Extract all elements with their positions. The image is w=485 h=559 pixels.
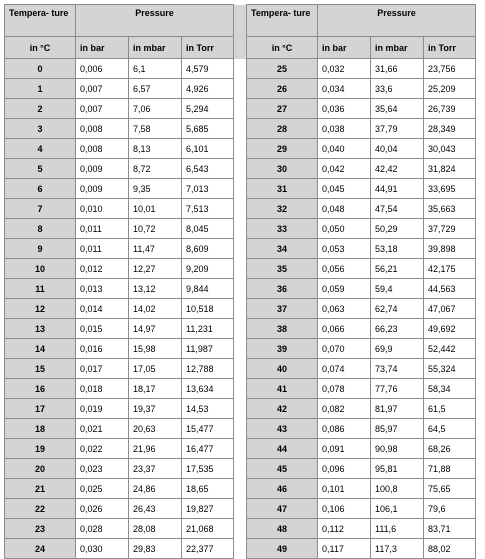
bar-cell-left: 0,007: [76, 99, 129, 119]
temperature-cell-left: 23: [5, 519, 76, 539]
bar-cell-left: 0,009: [76, 159, 129, 179]
bar-cell-left: 0,014: [76, 299, 129, 319]
bar-cell-right: 0,050: [318, 219, 371, 239]
torr-cell-right: 68,26: [424, 439, 476, 459]
temperature-cell-right: 34: [247, 239, 318, 259]
torr-cell-right: 42,175: [424, 259, 476, 279]
table-row: [5, 459, 476, 479]
temperature-header-left: Tempera- ture: [5, 5, 76, 37]
mbar-cell-left: 8,13: [129, 139, 182, 159]
mbar-cell-right: 77,76: [371, 379, 424, 399]
column-gap: [234, 159, 247, 179]
column-gap: [234, 399, 247, 419]
temperature-cell-right: 25: [247, 59, 318, 79]
temperature-cell-left: 16: [5, 379, 76, 399]
column-gap: [234, 519, 247, 539]
torr-cell-left: 7,513: [182, 199, 234, 219]
temperature-cell-left: 13: [5, 319, 76, 339]
mbar-cell-right: 53,18: [371, 239, 424, 259]
torr-cell-left: 15,477: [182, 419, 234, 439]
torr-cell-right: 28,349: [424, 119, 476, 139]
temperature-cell-right: 42: [247, 399, 318, 419]
torr-cell-left: 8,609: [182, 239, 234, 259]
mbar-cell-left: 9,35: [129, 179, 182, 199]
mbar-cell-right: 100,8: [371, 479, 424, 499]
unit-mbar-left: in mbar: [129, 37, 182, 59]
mbar-cell-left: 19,37: [129, 399, 182, 419]
mbar-cell-left: 6,1: [129, 59, 182, 79]
mbar-cell-left: 26,43: [129, 499, 182, 519]
torr-cell-right: 88,02: [424, 539, 476, 559]
temperature-cell-left: 8: [5, 219, 76, 239]
bar-cell-right: 0,101: [318, 479, 371, 499]
torr-cell-right: 30,043: [424, 139, 476, 159]
mbar-cell-right: 31,66: [371, 59, 424, 79]
column-gap: [234, 79, 247, 99]
table-row: [5, 379, 476, 399]
table-row: [5, 259, 476, 279]
torr-cell-left: 11,987: [182, 339, 234, 359]
bar-cell-left: 0,028: [76, 519, 129, 539]
temperature-cell-right: 43: [247, 419, 318, 439]
mbar-cell-right: 85,97: [371, 419, 424, 439]
bar-cell-left: 0,007: [76, 79, 129, 99]
mbar-cell-left: 21,96: [129, 439, 182, 459]
bar-cell-right: 0,053: [318, 239, 371, 259]
mbar-cell-left: 6,57: [129, 79, 182, 99]
temperature-cell-left: 11: [5, 279, 76, 299]
torr-cell-left: 22,377: [182, 539, 234, 559]
torr-cell-right: 37,729: [424, 219, 476, 239]
torr-cell-left: 10,518: [182, 299, 234, 319]
temperature-cell-left: 6: [5, 179, 76, 199]
temperature-cell-right: 35: [247, 259, 318, 279]
torr-cell-left: 7,013: [182, 179, 234, 199]
mbar-cell-left: 8,72: [129, 159, 182, 179]
table-row: [5, 139, 476, 159]
torr-cell-right: 23,756: [424, 59, 476, 79]
table-row: [5, 159, 476, 179]
torr-cell-left: 6,101: [182, 139, 234, 159]
temperature-cell-left: 7: [5, 199, 76, 219]
mbar-cell-left: 20,63: [129, 419, 182, 439]
column-gap: [234, 439, 247, 459]
torr-cell-right: 26,739: [424, 99, 476, 119]
bar-cell-left: 0,011: [76, 219, 129, 239]
temperature-cell-left: 4: [5, 139, 76, 159]
torr-cell-left: 9,209: [182, 259, 234, 279]
table-row: [5, 499, 476, 519]
bar-cell-left: 0,019: [76, 399, 129, 419]
temperature-cell-right: 45: [247, 459, 318, 479]
table-row: [5, 439, 476, 459]
bar-cell-left: 0,017: [76, 359, 129, 379]
torr-cell-right: 58,34: [424, 379, 476, 399]
mbar-cell-right: 66,23: [371, 319, 424, 339]
table-row: [5, 99, 476, 119]
torr-cell-right: 35,663: [424, 199, 476, 219]
torr-cell-left: 5,294: [182, 99, 234, 119]
temperature-cell-right: 37: [247, 299, 318, 319]
torr-cell-right: 33,695: [424, 179, 476, 199]
torr-cell-left: 13,634: [182, 379, 234, 399]
column-gap: [234, 219, 247, 239]
unit-bar-right: in bar: [318, 37, 371, 59]
mbar-cell-left: 10,72: [129, 219, 182, 239]
mbar-cell-right: 47,54: [371, 199, 424, 219]
bar-cell-right: 0,056: [318, 259, 371, 279]
bar-cell-left: 0,016: [76, 339, 129, 359]
bar-cell-right: 0,066: [318, 319, 371, 339]
torr-cell-right: 49,692: [424, 319, 476, 339]
table-row: [5, 339, 476, 359]
torr-cell-left: 14,53: [182, 399, 234, 419]
bar-cell-left: 0,008: [76, 119, 129, 139]
temperature-cell-right: 31: [247, 179, 318, 199]
temperature-cell-left: 2: [5, 99, 76, 119]
torr-cell-left: 18,65: [182, 479, 234, 499]
temperature-cell-left: 21: [5, 479, 76, 499]
mbar-cell-left: 23,37: [129, 459, 182, 479]
temperature-cell-right: 46: [247, 479, 318, 499]
unit-celsius-left: in °C: [5, 37, 76, 59]
mbar-cell-left: 24,86: [129, 479, 182, 499]
column-gap: [234, 99, 247, 119]
mbar-cell-right: 56,21: [371, 259, 424, 279]
bar-cell-right: 0,070: [318, 339, 371, 359]
table-row: [5, 219, 476, 239]
mbar-cell-right: 117,3: [371, 539, 424, 559]
bar-cell-right: 0,117: [318, 539, 371, 559]
temperature-cell-right: 48: [247, 519, 318, 539]
mbar-cell-left: 10,01: [129, 199, 182, 219]
temperature-cell-right: 32: [247, 199, 318, 219]
unit-mbar-right: in mbar: [371, 37, 424, 59]
unit-torr-right: in Torr: [424, 37, 476, 59]
bar-cell-left: 0,006: [76, 59, 129, 79]
temperature-cell-right: 40: [247, 359, 318, 379]
bar-cell-right: 0,040: [318, 139, 371, 159]
temperature-cell-left: 1: [5, 79, 76, 99]
column-gap: [234, 179, 247, 199]
torr-cell-right: 75,65: [424, 479, 476, 499]
mbar-cell-right: 95,81: [371, 459, 424, 479]
torr-cell-left: 5,685: [182, 119, 234, 139]
torr-cell-right: 55,324: [424, 359, 476, 379]
temperature-cell-left: 10: [5, 259, 76, 279]
temperature-cell-left: 19: [5, 439, 76, 459]
torr-cell-right: 47,067: [424, 299, 476, 319]
column-gap: [234, 419, 247, 439]
torr-cell-right: 25,209: [424, 79, 476, 99]
mbar-cell-right: 42,42: [371, 159, 424, 179]
torr-cell-right: 79,6: [424, 499, 476, 519]
torr-cell-left: 21,068: [182, 519, 234, 539]
temperature-cell-left: 18: [5, 419, 76, 439]
column-gap: [234, 119, 247, 139]
torr-cell-left: 11,231: [182, 319, 234, 339]
bar-cell-right: 0,106: [318, 499, 371, 519]
mbar-cell-right: 40,04: [371, 139, 424, 159]
bar-cell-left: 0,015: [76, 319, 129, 339]
mbar-cell-left: 15,98: [129, 339, 182, 359]
mbar-cell-right: 62,74: [371, 299, 424, 319]
torr-cell-left: 6,543: [182, 159, 234, 179]
unit-torr-left: in Torr: [182, 37, 234, 59]
table-row: [5, 79, 476, 99]
torr-cell-left: 19,827: [182, 499, 234, 519]
bar-cell-right: 0,091: [318, 439, 371, 459]
bar-cell-left: 0,010: [76, 199, 129, 219]
temperature-cell-left: 3: [5, 119, 76, 139]
temperature-cell-right: 28: [247, 119, 318, 139]
temperature-cell-right: 29: [247, 139, 318, 159]
bar-cell-right: 0,086: [318, 419, 371, 439]
mbar-cell-left: 12,27: [129, 259, 182, 279]
column-gap: [234, 37, 247, 59]
column-gap: [234, 319, 247, 339]
table-row: [5, 179, 476, 199]
mbar-cell-left: 14,02: [129, 299, 182, 319]
mbar-cell-left: 17,05: [129, 359, 182, 379]
mbar-cell-right: 44,91: [371, 179, 424, 199]
torr-cell-right: 83,71: [424, 519, 476, 539]
table-row: [5, 199, 476, 219]
pressure-header-left: Pressure: [76, 5, 234, 37]
bar-cell-right: 0,059: [318, 279, 371, 299]
bar-cell-right: 0,048: [318, 199, 371, 219]
temperature-cell-right: 30: [247, 159, 318, 179]
temperature-cell-left: 9: [5, 239, 76, 259]
torr-cell-left: 17,535: [182, 459, 234, 479]
vapor-pressure-table: [4, 4, 476, 559]
column-gap: [234, 479, 247, 499]
column-gap: [234, 499, 247, 519]
torr-cell-right: 44,563: [424, 279, 476, 299]
column-gap: [234, 379, 247, 399]
column-gap: [234, 359, 247, 379]
torr-cell-left: 9,844: [182, 279, 234, 299]
temperature-cell-right: 47: [247, 499, 318, 519]
bar-cell-left: 0,022: [76, 439, 129, 459]
bar-cell-left: 0,011: [76, 239, 129, 259]
temperature-cell-left: 15: [5, 359, 76, 379]
mbar-cell-right: 90,98: [371, 439, 424, 459]
mbar-cell-left: 18,17: [129, 379, 182, 399]
bar-cell-left: 0,012: [76, 259, 129, 279]
mbar-cell-right: 73,74: [371, 359, 424, 379]
mbar-cell-left: 29,83: [129, 539, 182, 559]
column-gap: [234, 459, 247, 479]
column-gap: [234, 199, 247, 219]
temperature-cell-right: 41: [247, 379, 318, 399]
table-row: [5, 479, 476, 499]
table-row: [5, 299, 476, 319]
temperature-cell-right: 38: [247, 319, 318, 339]
bar-cell-right: 0,034: [318, 79, 371, 99]
table-row: [5, 359, 476, 379]
table-row: [5, 519, 476, 539]
bar-cell-left: 0,026: [76, 499, 129, 519]
mbar-cell-left: 11,47: [129, 239, 182, 259]
column-gap: [234, 339, 247, 359]
bar-cell-right: 0,063: [318, 299, 371, 319]
bar-cell-right: 0,074: [318, 359, 371, 379]
bar-cell-right: 0,036: [318, 99, 371, 119]
bar-cell-right: 0,096: [318, 459, 371, 479]
mbar-cell-left: 14,97: [129, 319, 182, 339]
column-gap: [234, 539, 247, 559]
temperature-cell-right: 36: [247, 279, 318, 299]
mbar-cell-right: 35,64: [371, 99, 424, 119]
temperature-cell-right: 33: [247, 219, 318, 239]
column-gap: [234, 259, 247, 279]
torr-cell-right: 61,5: [424, 399, 476, 419]
temperature-cell-right: 39: [247, 339, 318, 359]
temperature-cell-right: 44: [247, 439, 318, 459]
mbar-cell-right: 111,6: [371, 519, 424, 539]
column-gap: [234, 239, 247, 259]
temperature-cell-left: 17: [5, 399, 76, 419]
mbar-cell-right: 33,6: [371, 79, 424, 99]
bar-cell-right: 0,078: [318, 379, 371, 399]
column-gap: [234, 279, 247, 299]
temperature-cell-left: 24: [5, 539, 76, 559]
bar-cell-right: 0,042: [318, 159, 371, 179]
unit-bar-left: in bar: [76, 37, 129, 59]
bar-cell-left: 0,023: [76, 459, 129, 479]
table-row: [5, 539, 476, 559]
bar-cell-right: 0,082: [318, 399, 371, 419]
mbar-cell-right: 81,97: [371, 399, 424, 419]
torr-cell-right: 52,442: [424, 339, 476, 359]
torr-cell-right: 39,898: [424, 239, 476, 259]
bar-cell-right: 0,112: [318, 519, 371, 539]
mbar-cell-right: 50,29: [371, 219, 424, 239]
table-row: [5, 319, 476, 339]
torr-cell-left: 12,788: [182, 359, 234, 379]
bar-cell-left: 0,025: [76, 479, 129, 499]
torr-cell-right: 71,88: [424, 459, 476, 479]
column-gap: [234, 299, 247, 319]
bar-cell-right: 0,038: [318, 119, 371, 139]
bar-cell-left: 0,021: [76, 419, 129, 439]
table-row: [5, 119, 476, 139]
table-body: [5, 59, 476, 559]
unit-celsius-right: in °C: [247, 37, 318, 59]
temperature-cell-right: 27: [247, 99, 318, 119]
table-row: [5, 239, 476, 259]
bar-cell-right: 0,032: [318, 59, 371, 79]
temperature-header-right: Tempera- ture: [247, 5, 318, 37]
bar-cell-left: 0,009: [76, 179, 129, 199]
pressure-header-right: Pressure: [318, 5, 476, 37]
torr-cell-left: 8,045: [182, 219, 234, 239]
unit-row: [5, 37, 476, 59]
bar-cell-left: 0,018: [76, 379, 129, 399]
temperature-cell-left: 22: [5, 499, 76, 519]
temperature-cell-left: 20: [5, 459, 76, 479]
vapor-pressure-table-container: [4, 4, 476, 559]
header-row: [5, 5, 476, 37]
torr-cell-right: 31,824: [424, 159, 476, 179]
bar-cell-left: 0,030: [76, 539, 129, 559]
table-row: [5, 419, 476, 439]
mbar-cell-right: 69,9: [371, 339, 424, 359]
temperature-cell-left: 12: [5, 299, 76, 319]
bar-cell-right: 0,045: [318, 179, 371, 199]
torr-cell-left: 4,926: [182, 79, 234, 99]
temperature-cell-left: 14: [5, 339, 76, 359]
column-gap: [234, 5, 247, 37]
table-row: [5, 399, 476, 419]
torr-cell-right: 64,5: [424, 419, 476, 439]
mbar-cell-left: 7,06: [129, 99, 182, 119]
mbar-cell-right: 37,79: [371, 119, 424, 139]
torr-cell-left: 4,579: [182, 59, 234, 79]
torr-cell-left: 16,477: [182, 439, 234, 459]
mbar-cell-left: 28,08: [129, 519, 182, 539]
temperature-cell-right: 49: [247, 539, 318, 559]
mbar-cell-left: 7,58: [129, 119, 182, 139]
column-gap: [234, 59, 247, 79]
temperature-cell-left: 0: [5, 59, 76, 79]
mbar-cell-right: 59,4: [371, 279, 424, 299]
mbar-cell-right: 106,1: [371, 499, 424, 519]
table-row: [5, 279, 476, 299]
temperature-cell-right: 26: [247, 79, 318, 99]
bar-cell-left: 0,008: [76, 139, 129, 159]
bar-cell-left: 0,013: [76, 279, 129, 299]
table-row: [5, 59, 476, 79]
column-gap: [234, 139, 247, 159]
temperature-cell-left: 5: [5, 159, 76, 179]
mbar-cell-left: 13,12: [129, 279, 182, 299]
